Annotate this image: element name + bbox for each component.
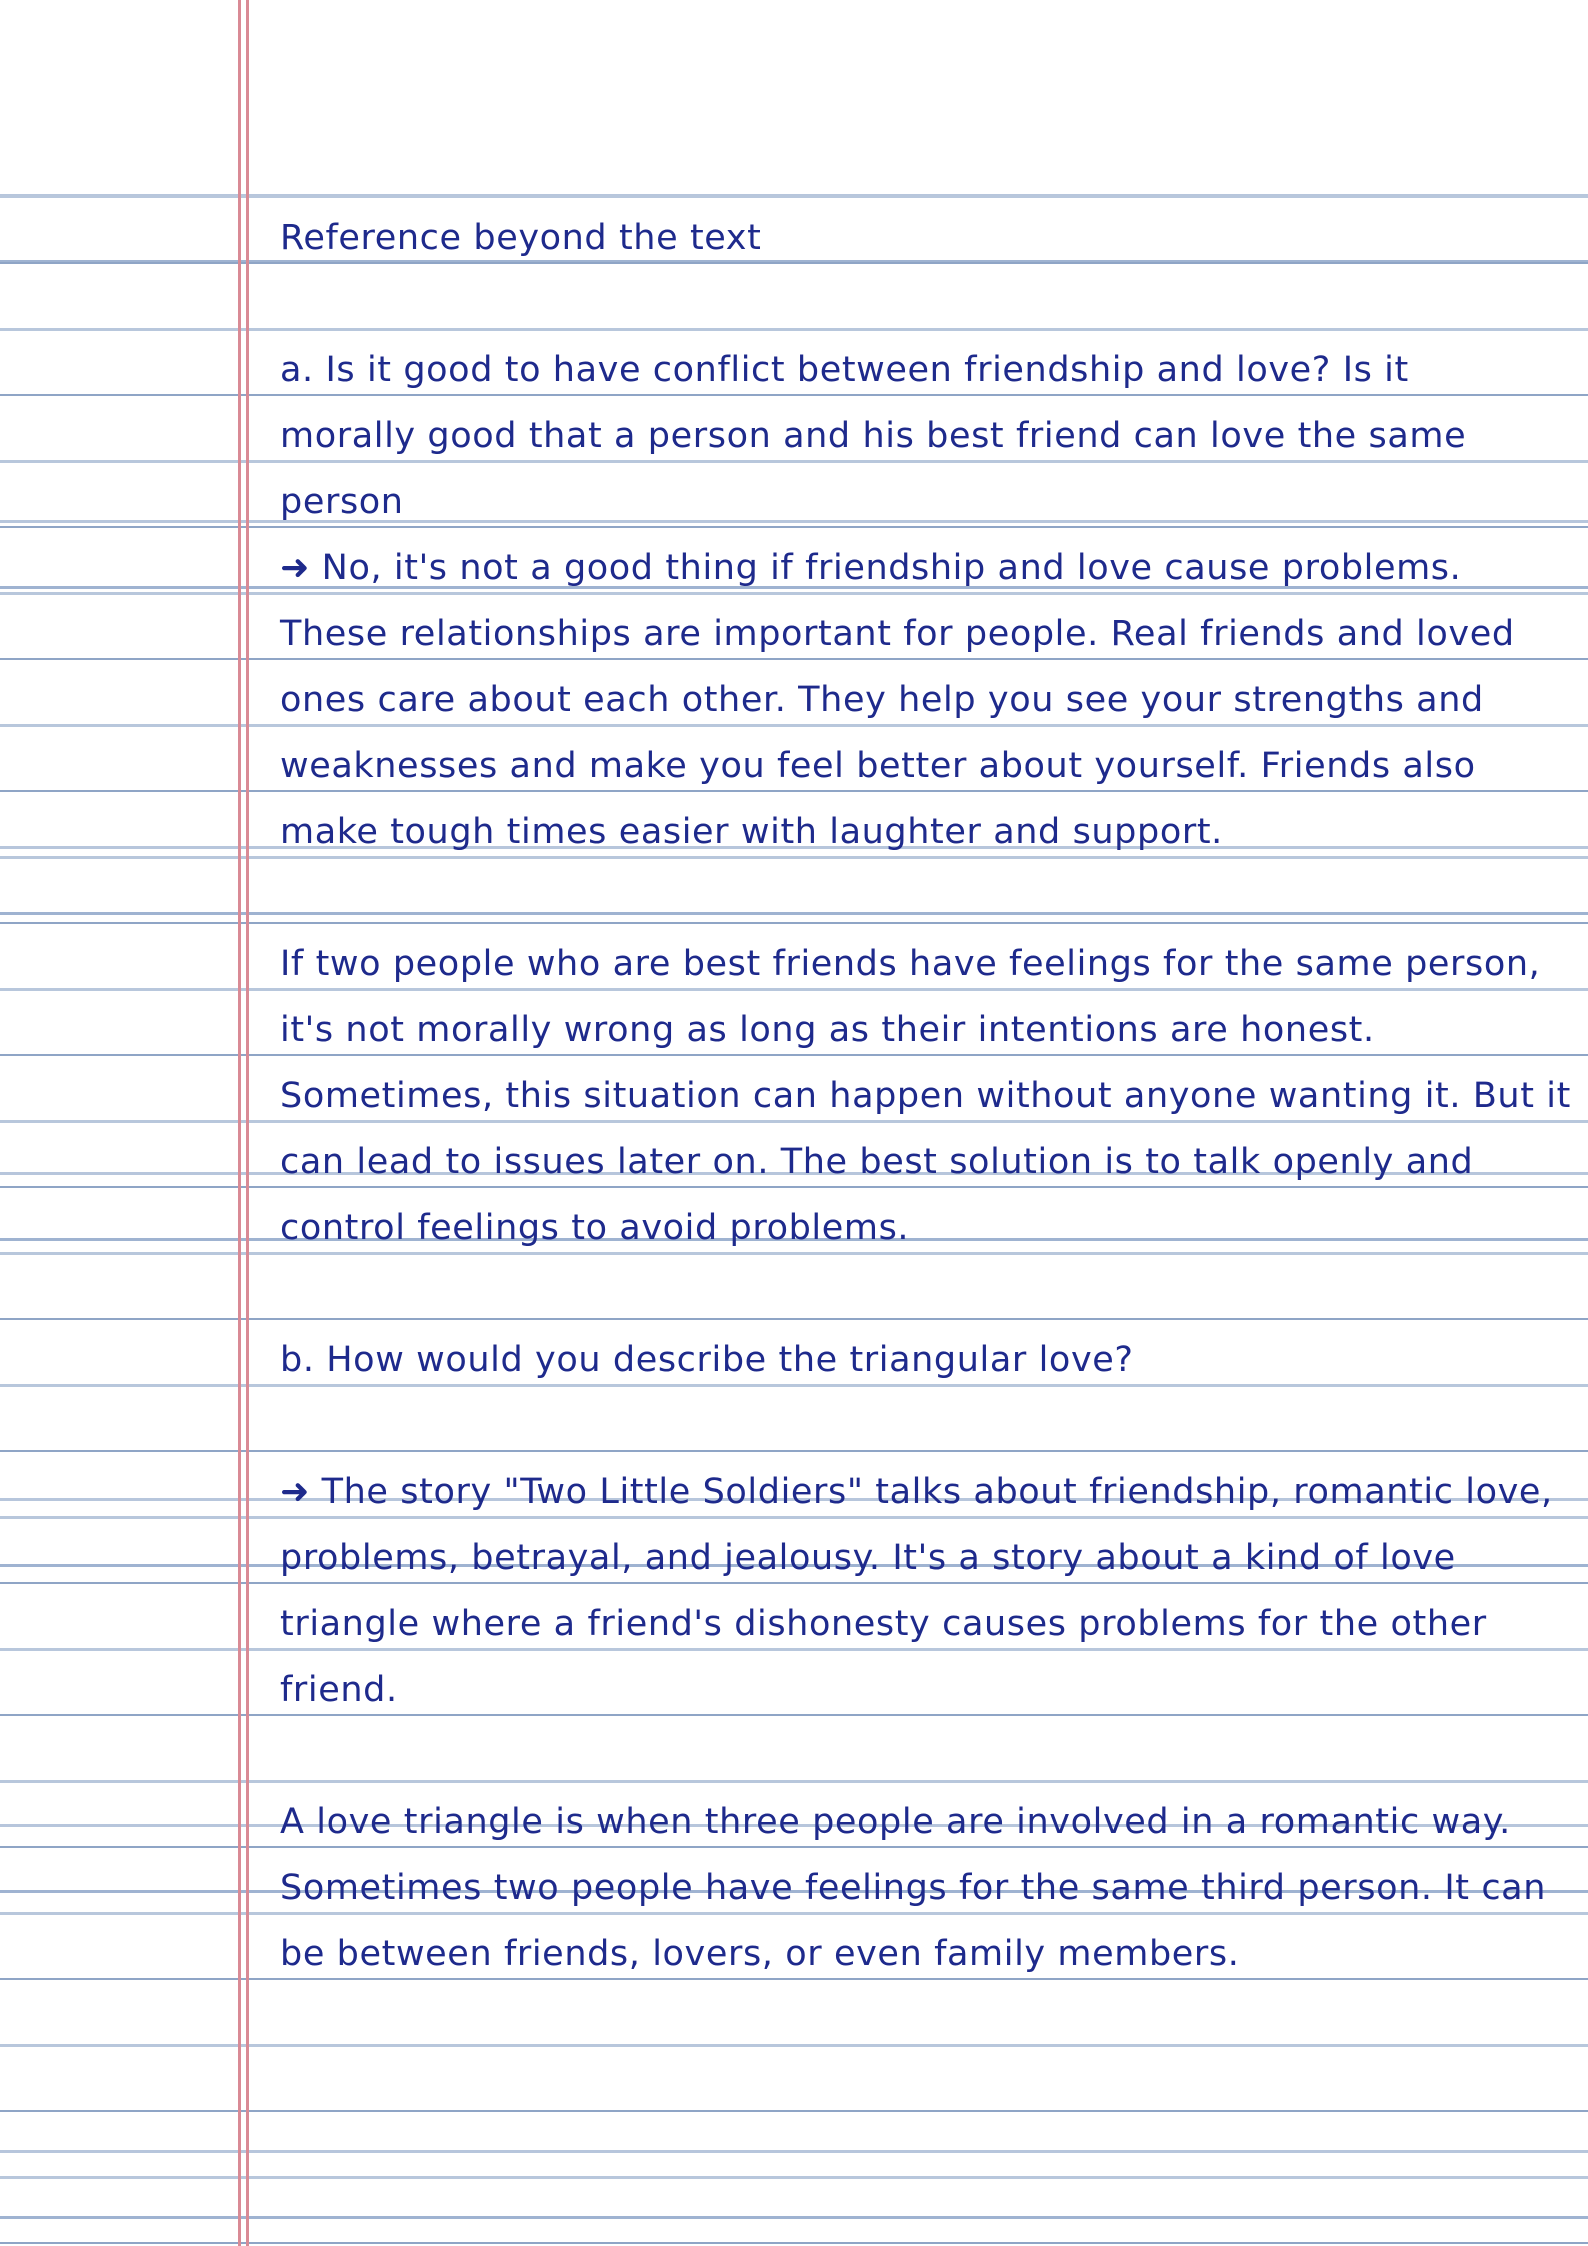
question-a-line-3: person (280, 482, 404, 522)
answer-a1-line-1 (280, 535, 1555, 601)
blank-line (280, 1393, 1555, 1459)
answer-b1-line-1-text: The story "Two Little Soldiers" talks about friendship, romantic love, (321, 1472, 1553, 1512)
answer-b1-line-1 (280, 1459, 1555, 1525)
arrow-icon: ➜ (280, 1472, 310, 1512)
question-a-line-2: morally good that a person and his best friend can love the same (280, 416, 1467, 456)
arrow-icon: ➜ (280, 548, 310, 588)
heading: Reference beyond the text (280, 218, 762, 258)
answer-a1-line-2: These relationships are important for people. Real friends and loved (280, 614, 1515, 654)
question-a-line-1: a. Is it good to have conflict between friendship and love? Is it (280, 350, 1409, 390)
answer-b2-line-3: be between friends, lovers, or even family members. (280, 1934, 1240, 1974)
answer-a2-line-2: it's not morally wrong as long as their intentions are honest. (280, 1010, 1375, 1050)
answer-a1-line-5: make tough times easier with laughter and support. (280, 812, 1223, 852)
answer-a2-line-5: control feelings to avoid problems. (280, 1208, 910, 1248)
answer-b2-line-2: Sometimes two people have feelings for the same third person. It can (280, 1868, 1547, 1908)
blank-line (280, 271, 1555, 337)
question-b: b. How would you describe the triangular love? (280, 1340, 1134, 1380)
answer-b1-line-4: friend. (280, 1670, 398, 1710)
notes-text (280, 205, 1571, 1987)
answer-a1-line-3: ones care about each other. They help you see your strengths and (280, 680, 1484, 720)
margin-line-right (246, 0, 249, 2246)
answer-a2-line-4: can lead to issues later on. The best solution is to talk openly and (280, 1142, 1474, 1182)
margin-line-left (238, 0, 241, 2246)
answer-a2-line-1: If two people who are best friends have feelings for the same person, (280, 944, 1541, 984)
blank-line (280, 865, 1555, 931)
blank-line (280, 1261, 1555, 1327)
answer-b2-line-1: A love triangle is when three people are involved in a romantic way. (280, 1802, 1511, 1842)
answer-a1-line-4: weaknesses and make you feel better about yourself. Friends also (280, 746, 1476, 786)
answer-b1-line-2: problems, betrayal, and jealousy. It's a story about a kind of love (280, 1538, 1456, 1578)
answer-b1-line-3: triangle where a friend's dishonesty causes problems for the other (280, 1604, 1487, 1644)
answer-a1-line-1-text: No, it's not a good thing if friendship and love cause problems. (321, 548, 1462, 588)
blank-line (280, 1723, 1555, 1789)
answer-a2-line-3: Sometimes, this situation can happen without anyone wanting it. But it (280, 1076, 1571, 1116)
